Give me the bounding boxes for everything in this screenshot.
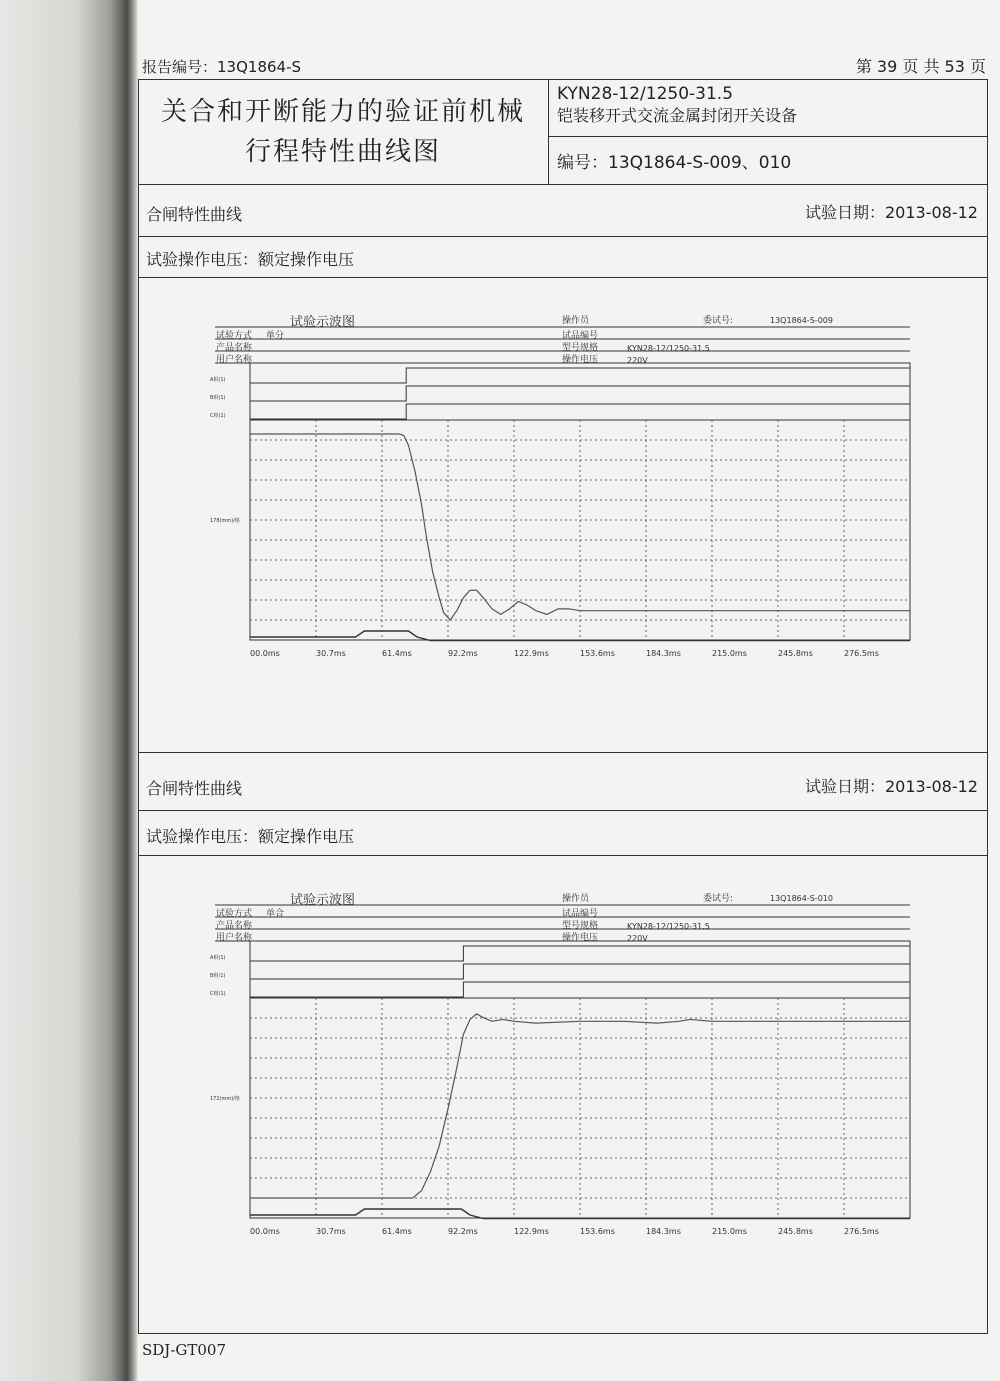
spec-label: 型号规格 bbox=[562, 921, 599, 931]
document-title bbox=[138, 79, 549, 184]
title-divider bbox=[548, 136, 988, 137]
spec-value: KYN28-12/1250-31.5 bbox=[627, 344, 710, 353]
x-tick-label: 00.0ms bbox=[250, 1227, 280, 1236]
curve-title-1: 合闸特性曲线 bbox=[146, 205, 243, 224]
osc-title: 试验示波图 bbox=[290, 315, 356, 330]
test-mode-label: 试验方式 bbox=[216, 331, 253, 341]
operator-label: 操作员 bbox=[562, 894, 590, 904]
spec-value: KYN28-12/1250-31.5 bbox=[627, 922, 710, 931]
user-name-label: 用户名称 bbox=[216, 933, 253, 943]
product-name-label: 产品名称 bbox=[216, 921, 253, 931]
x-tick-label: 184.3ms bbox=[646, 1227, 681, 1236]
x-tick-label: 61.4ms bbox=[382, 649, 412, 658]
channel-b-label: B相(1) bbox=[210, 973, 226, 979]
operating-voltage-value: 220V bbox=[627, 934, 648, 943]
channel-b-label: B相(1) bbox=[210, 395, 226, 401]
x-tick-label: 30.7ms bbox=[316, 649, 346, 658]
x-tick-label: 92.2ms bbox=[448, 1227, 478, 1236]
x-tick-label: 215.0ms bbox=[712, 649, 747, 658]
channel-b-trace bbox=[250, 964, 910, 979]
commission-label: 委试号: bbox=[703, 316, 734, 326]
x-tick-label: 184.3ms bbox=[646, 649, 681, 658]
divider bbox=[138, 855, 988, 856]
user-name-label: 用户名称 bbox=[216, 355, 253, 365]
divider bbox=[138, 236, 988, 237]
x-tick-label: 245.8ms bbox=[778, 649, 813, 658]
operating-voltage-label: 操作电压 bbox=[562, 933, 599, 943]
voltage-label-1: 试验操作电压：额定操作电压 bbox=[146, 250, 355, 269]
footer-code: SDJ-GT007 bbox=[142, 1341, 227, 1359]
oscillogram-2 bbox=[200, 886, 920, 1256]
x-tick-label: 153.6ms bbox=[580, 649, 615, 658]
channel-c-label: C相(1) bbox=[210, 991, 226, 997]
product-info bbox=[557, 84, 797, 126]
divider bbox=[138, 277, 988, 278]
x-tick-label: 215.0ms bbox=[712, 1227, 747, 1236]
channel-c-trace bbox=[250, 982, 910, 997]
test-mode-value: 单分 bbox=[266, 331, 285, 341]
x-tick-label: 61.4ms bbox=[382, 1227, 412, 1236]
title-line-1: 关合和开断能力的验证前机械 bbox=[160, 96, 525, 127]
commission-number: 13Q1864-S-009 bbox=[770, 316, 833, 325]
commission-label: 委试号: bbox=[703, 894, 734, 904]
serial-number: 编号：13Q1864-S-009、010 bbox=[557, 153, 792, 173]
osc-title: 试验示波图 bbox=[290, 893, 356, 908]
product-model: KYN28-12/1250-31.5 bbox=[557, 84, 734, 104]
x-tick-label: 245.8ms bbox=[778, 1227, 813, 1236]
divider bbox=[138, 184, 988, 185]
x-tick-label: 92.2ms bbox=[448, 649, 478, 658]
operating-voltage-label: 操作电压 bbox=[562, 355, 599, 365]
test-mode-label: 试验方式 bbox=[216, 909, 253, 919]
x-tick-label: 00.0ms bbox=[250, 649, 280, 658]
product-name: 铠装移开式交流金属封闭开关设备 bbox=[557, 106, 798, 125]
divider bbox=[138, 810, 988, 811]
operator-label: 操作员 bbox=[562, 316, 590, 326]
channel-c-trace bbox=[250, 404, 910, 419]
test-no-label: 试品编号 bbox=[562, 909, 599, 919]
oscillogram-1 bbox=[200, 308, 920, 678]
x-tick-label: 122.9ms bbox=[514, 1227, 549, 1236]
commission-number: 13Q1864-S-010 bbox=[770, 894, 833, 903]
travel-scale-label: 178(mm)/格 bbox=[210, 518, 240, 524]
channel-a-trace bbox=[250, 946, 910, 961]
divider bbox=[138, 752, 988, 753]
travel-scale-label: 172(mm)/格 bbox=[210, 1096, 240, 1102]
travel-curve bbox=[250, 1014, 910, 1198]
channel-c-label: C相(1) bbox=[210, 413, 226, 419]
product-name-label: 产品名称 bbox=[216, 343, 253, 353]
x-tick-label: 276.5ms bbox=[844, 1227, 879, 1236]
x-tick-label: 276.5ms bbox=[844, 649, 879, 658]
test-date-1: 试验日期：2013-08-12 bbox=[805, 203, 978, 222]
page-info: 第 39 页 共 53 页 bbox=[855, 57, 986, 76]
title-line-2: 行程特性曲线图 bbox=[244, 136, 441, 167]
report-number: 报告编号：13Q1864-S bbox=[142, 58, 302, 76]
test-date-2: 试验日期：2013-08-12 bbox=[805, 777, 978, 796]
test-mode-value: 单合 bbox=[266, 909, 285, 919]
curve-title-2: 合闸特性曲线 bbox=[146, 779, 243, 798]
channel-a-trace bbox=[250, 368, 910, 383]
channel-a-label: A相(1) bbox=[210, 955, 226, 961]
binding-shadow bbox=[0, 0, 138, 1381]
test-no-label: 试品编号 bbox=[562, 331, 599, 341]
voltage-label-2: 试验操作电压：额定操作电压 bbox=[146, 827, 355, 846]
x-tick-label: 30.7ms bbox=[316, 1227, 346, 1236]
channel-a-label: A相(1) bbox=[210, 377, 226, 383]
channel-b-trace bbox=[250, 386, 910, 401]
x-tick-label: 122.9ms bbox=[514, 649, 549, 658]
operating-voltage-value: 220V bbox=[627, 356, 648, 365]
x-tick-label: 153.6ms bbox=[580, 1227, 615, 1236]
spec-label: 型号规格 bbox=[562, 343, 599, 353]
